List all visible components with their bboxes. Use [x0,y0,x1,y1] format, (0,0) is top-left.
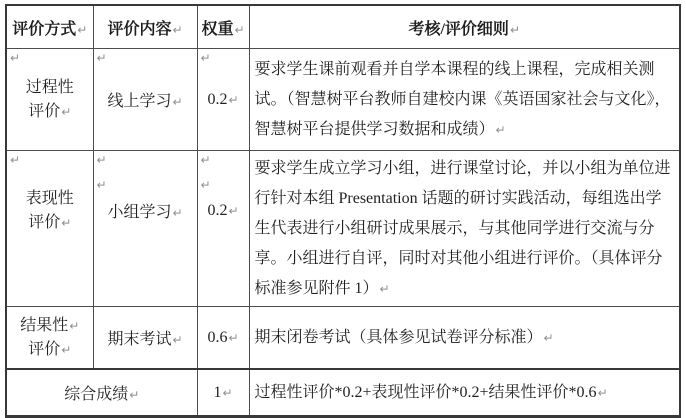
weight-value: 0.2 [207,90,228,108]
header-eval-method [6,5,93,49]
header-eval-content-label: 评价内容 [107,20,172,38]
cell-rules-result [249,307,680,370]
return-mark-icon: ↵ [77,22,88,37]
return-mark-icon: ↵ [61,104,72,119]
return-mark-icon: ↵ [10,51,21,65]
return-mark-icon: ↵ [61,215,72,230]
method-line2: 评价 [28,340,61,358]
header-weight-label: 权重 [201,20,234,38]
content-label: 期末考试 [107,331,172,348]
return-mark-icon: ↵ [69,318,80,333]
method-text [7,187,93,235]
cell-content-exam [93,307,197,370]
method-text [7,76,93,124]
cell-weight-summary [197,369,249,417]
weight-value: 1 [213,383,222,401]
return-mark-icon: ↵ [379,281,390,296]
table-header-row [6,5,680,49]
method-text [7,314,93,362]
return-mark-icon: ↵ [228,92,239,107]
return-mark-icon: ↵ [228,203,239,218]
return-mark-icon: ↵ [509,22,520,37]
cell-weight-result [197,307,249,370]
return-mark-icon: ↵ [96,51,107,65]
evaluation-table [5,4,681,418]
method-line1: 表现性 [25,189,74,207]
cell-rules-summary [249,369,680,417]
cell-rules-performance [249,151,680,307]
content-label: 线上学习 [107,93,172,110]
cell-method-process [6,49,93,151]
return-mark-icon: ↵ [234,22,245,37]
header-eval-content [93,5,197,49]
return-mark-icon: ↵ [222,385,233,400]
return-mark-icon: ↵ [172,206,183,220]
return-mark-icon: ↵ [495,122,506,137]
return-mark-icon: ↵ [200,51,211,65]
table-row-performance [6,151,680,307]
cell-content-group [93,151,197,307]
return-mark-icon: ↵ [129,388,140,402]
header-weight [197,5,249,49]
summary-formula: 过程性评价*0.2+表现性评价*0.2+结果性评价*0.6 [254,383,597,401]
content-label: 小组学习 [107,204,172,221]
table-row-result [6,307,680,370]
return-mark-icon: ↵ [96,153,107,167]
return-mark-icon: ↵ [172,333,183,347]
header-eval-method-label: 评价方式 [12,20,77,38]
method-line2: 评价 [28,102,61,120]
weight-value: 0.2 [207,201,228,219]
method-line2: 评价 [28,213,61,231]
return-mark-icon: ↵ [200,153,211,167]
cell-rules-process [249,49,680,151]
rules-text: 要求学生成立学习小组，进行课堂讨论，并以小组为单位进行针对本组 Presentation 话题的研讨实践活动，每组选出学生代表进行小组研讨成果展示，与其他同学进行交流与分享。小组进行自评，同时对其他小组进行评价。（具体评分标准参见附件 1） [254,159,671,297]
cell-method-performance [6,151,93,307]
return-mark-icon: ↵ [543,330,554,345]
summary-label: 综合成绩 [64,386,129,403]
table-row-summary [6,369,680,417]
cell-summary-label [6,369,197,417]
return-mark-icon: ↵ [172,95,183,109]
cell-weight-performance [197,151,249,307]
cell-content-online [93,49,197,151]
header-rules [249,5,680,49]
rules-text: 要求学生课前观看并自学本课程的线上课程，完成相关测试。（智慧树平台教师自建校内课《英语国家社会与文化》，智慧树平台提供学习数据和成绩） [254,60,671,138]
weight-value: 0.6 [207,328,228,346]
return-mark-icon: ↵ [200,178,211,192]
return-mark-icon: ↵ [172,22,183,37]
rules-text: 期末闭卷考试（具体参见试卷评分标准） [254,328,543,346]
method-line1: 结果性 [20,316,69,334]
return-mark-icon: ↵ [597,385,608,400]
return-mark-icon: ↵ [228,330,239,345]
return-mark-icon: ↵ [61,342,72,357]
method-line1: 过程性 [25,78,74,96]
table-row-process [6,49,680,151]
header-rules-label: 考核/评价细则 [408,20,509,38]
cell-method-result [6,307,93,370]
return-mark-icon: ↵ [96,178,107,192]
return-mark-icon: ↵ [10,153,21,167]
cell-weight-process [197,49,249,151]
